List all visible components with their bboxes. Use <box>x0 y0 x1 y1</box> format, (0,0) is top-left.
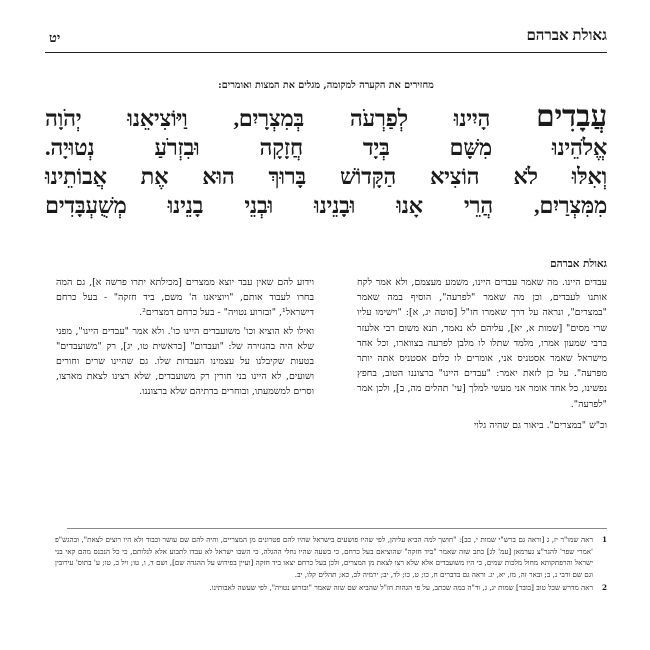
commentary-right-column <box>357 275 607 433</box>
footnote <box>55 582 607 594</box>
main-text-line-1 <box>45 102 607 133</box>
commentary-paragraph: ואילו לא הוציא וכו' משועבדים היינו כו'. ולא אמר "עבדים היינו", מפני שלא היה בהגזירה של: "ועבדום" [בראשית טו, יג], רק "משועבדים" בטעות שקיבלנו על עצמינו העבדות שלו. גם שהיינו שרים וחורים ושועים, לא היינו בני חורין רק משועבדים, שלא רצינו לצאת מארצו, וסרים למשמעתו, ובוחרים בדתיהם שלא ברצוננו. <box>56 325 314 398</box>
running-title: גאולת אברהם <box>526 28 607 44</box>
header-rule <box>45 52 607 53</box>
commentary-paragraph: עבדים היינו. מה שאמר עבדים היינו, משמע מעצמם, ולא אמר לקח אותנו לעבדים, וכן מה שאמר "לפרעה", הוסיף במה שאמר "במצרים", ונראה על דרך שאמרו חז"ל [סוטה יג, א]: "וישימו עליו שרי מסים" [שמות א, יא], עליהם לא נאמר, תנא משום רבי אלעזר ברבי שמעון אמרו, מלמד שתלו לו מלבן לפרעה בצווארו, וכל אחד מישראל שאמר אסטניס אני, אומרים לו כלום אסטניס אתה יותר מפרעה". על כן לזאת יאמר: "עבדים היינו" ברצוננו הטוב, בחפץ נפשינו, כל אחד אומר אני מעשי למלך [עי' תהלים מה, ב], ולכן אמר "לפרעה". <box>357 277 607 410</box>
footnote-text: ראה שמו"ר יז, ג [וראה גם ברש"י שמות י, כב]: "חושך למה הביא עליהן, לפי שהיו פושעים בישראל שהיו להם פטרונים מן המצריים, והיה להם שם עושר וכבוד ולא היו רוצים לצאת", ובהגש"פ 'אמרי שפר' להגר"צ גערמאן [עמ' לג] כתב שזה שאמר "ביד חזקה" שהוציאם בעל כרחם, כי בשעה שהיו נחלי ההגלה, כי השבו ישראל לא עבדו לתבוע אלא לגלותם, כי כל הנכנס מהם קאי בני ישראל והרפתקותא מחול מלכות שמים, כי היו משועבדים אלא שלא רצו לצאת מן המצרים, ולכן בעל כרחם יצאו ביד חזקה [ועיין בפירוש על ההגדה שם], ושם ד, ו, טו; ויל ב, טו; ע' בתוס' עירובין וגם שם ודבי נ, ב; ובאר זה, מז, יא, יג. וראה גם בדברים ח, כו; ט, כו; לד, יב; ירמיה לב, כא; תהלים קלו, יב. <box>55 535 593 579</box>
footnote-number: 2 <box>601 583 607 593</box>
footnote-number: 1 <box>601 535 607 544</box>
main-text-line-4: מִמִּצְרַיִם, הֲרֵי אָנוּ וּבָנֵינוּ וּבְנֵי בָנֵינוּ מְשֻׁעְבָּדִים <box>45 193 607 218</box>
main-text-line-2: אֱלֹהֵינוּ מִשָּׁם בְּיָד חֲזָקָה וּבִזְרֹעַ נְטוּיָה. <box>45 135 607 160</box>
footnote-divider <box>67 528 607 529</box>
page-header <box>45 28 607 50</box>
commentary-title: גאולת אברהם <box>550 258 607 270</box>
footnote-text: ראה מדרש שכל טוב [בובר] שמות יג, ג, וד"ה במה שכתב, על פי הגהות חז"ל שהביא שם שזה שאמר "ובזרוע נטויה", לפי שעשה לאבותינו. <box>209 583 593 593</box>
page-number: יט <box>49 30 61 45</box>
footnotes <box>55 534 607 596</box>
footnote <box>55 534 607 580</box>
commentary-paragraph-tail: וכ"ש "במצרים". ביאור גם שהיה גלוי <box>473 419 607 431</box>
main-text-line-3: וְאִלּוּ לֹא הוֹצִיא הַקָּדוֹשׁ בָּרוּךְ הוּא אֶת אֲבוֹתֵינוּ <box>45 164 607 189</box>
book-page <box>45 28 607 628</box>
haggadah-main-text <box>45 102 607 220</box>
main-text-line-1-rest: הָיִינוּ לְפַרְעֹה בְּמִצְרָיִם, וַיּוֹצִיאֵנוּ יְהֹוָה <box>45 106 491 131</box>
lead-word: עֲבָדִים <box>536 100 607 133</box>
commentary-left-column <box>56 275 314 400</box>
commentary-paragraph: וידוע להם שאין עבד יוצא ממצרים [מכילתא יתרו פרשה א], גם המה בחרו לעבוד אותם, "ויוציאנו ה' משם, ביד חזקה" - בעל כרחם דישראל¹, "ובזרוע נטויה" - בעל כרחם דמצרים². <box>56 277 314 319</box>
instruction-text: מחזירים את הקערה למקומה, מגלים את המצות ואומרים: <box>218 80 434 91</box>
